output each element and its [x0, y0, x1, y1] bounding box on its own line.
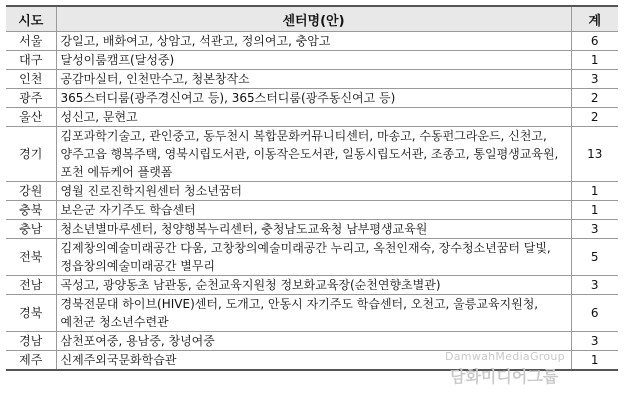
header-count: 계 [571, 6, 618, 32]
learning-center-table [6, 5, 618, 371]
count-cell: 1 [571, 182, 618, 201]
table-row [6, 220, 618, 239]
center-names-cell: 365스터디룸(광주경신여고 등), 365스터디룸(광주동신여고 등) [56, 89, 571, 108]
table-row [6, 351, 618, 371]
center-names-cell: 영월 진로진학지원센터 청소년꿈터 [56, 182, 571, 201]
center-names-cell: 경북전문대 하이브(HIVE)센터, 도개고, 안동시 자기주도 학습센터, 오천고, 울릉교육지원청, 예천군 청소년수련관 [56, 295, 571, 332]
table-header-row [6, 6, 618, 32]
region-cell: 경북 [6, 295, 56, 332]
center-names-cell: 삼천포여중, 용남중, 창녕여중 [56, 332, 571, 351]
table-row [6, 239, 618, 276]
watermark-korean: 담화미디어그룹 [450, 367, 559, 386]
table-row [6, 70, 618, 89]
center-names-cell: 곡성고, 광양동초 남관동, 순천교육지원청 정보화교육장(순천연향초별관) [56, 276, 571, 295]
region-cell: 경남 [6, 332, 56, 351]
count-cell: 1 [571, 201, 618, 220]
table-row [6, 182, 618, 201]
table-row [6, 108, 618, 127]
count-cell: 2 [571, 89, 618, 108]
count-cell: 3 [571, 70, 618, 89]
center-names-cell: 강일고, 배화여고, 상암고, 석관고, 정의여고, 충암고 [56, 32, 571, 51]
region-cell: 대구 [6, 51, 56, 70]
count-cell: 2 [571, 108, 618, 127]
table-row [6, 295, 618, 332]
region-cell: 서울 [6, 32, 56, 51]
table-row [6, 276, 618, 295]
center-names-cell: 청소년별마루센터, 청양행복누리센터, 충청남도교육청 남부평생교육원 [56, 220, 571, 239]
count-cell: 13 [571, 127, 618, 182]
region-cell: 충남 [6, 220, 56, 239]
count-cell: 3 [571, 220, 618, 239]
table-row [6, 89, 618, 108]
count-cell: 3 [571, 332, 618, 351]
count-cell: 1 [571, 351, 618, 371]
count-cell: 3 [571, 276, 618, 295]
region-cell: 경기 [6, 127, 56, 182]
center-names-cell: 성신고, 문현고 [56, 108, 571, 127]
center-names-cell: 김포과학기술고, 관인중고, 동두천시 복합문화커뮤니티센터, 마송고, 수동펀그라운드, 신천고, 양주고읍 행복주택, 영북시립도서관, 이동작은도서관, 일동시립도서관, 조종고, 통일평생교육원, 포천 에듀케어 플랫폼 [56, 127, 571, 182]
table-row [6, 51, 618, 70]
region-cell: 전북 [6, 239, 56, 276]
watermark-english: DamwahMediaGroup [445, 350, 565, 363]
header-center-name: 센터명(안) [56, 6, 571, 32]
region-cell: 광주 [6, 89, 56, 108]
count-cell: 5 [571, 239, 618, 276]
table-row [6, 32, 618, 51]
center-names-cell: 보은군 자기주도 학습센터 [56, 201, 571, 220]
region-cell: 제주 [6, 351, 56, 371]
table-row [6, 127, 618, 182]
table-row [6, 201, 618, 220]
region-cell: 강원 [6, 182, 56, 201]
count-cell: 6 [571, 295, 618, 332]
center-names-cell: 공감마실터, 인천만수고, 청본창작소 [56, 70, 571, 89]
center-names-cell: 김제창의예술미래공간 다움, 고창창의예술미래공간 누리고, 옥천인재숙, 장수청소년꿈터 달빛, 정읍창의예술미래공간 별무리 [56, 239, 571, 276]
table-row [6, 332, 618, 351]
center-names-cell: 달성이룸캠프(달성중) [56, 51, 571, 70]
center-names-cell: 신제주외국문화학습관 [56, 351, 571, 371]
header-region: 시도 [6, 6, 56, 32]
region-cell: 전남 [6, 276, 56, 295]
count-cell: 6 [571, 32, 618, 51]
region-cell: 충북 [6, 201, 56, 220]
count-cell: 1 [571, 51, 618, 70]
region-cell: 인천 [6, 70, 56, 89]
region-cell: 울산 [6, 108, 56, 127]
